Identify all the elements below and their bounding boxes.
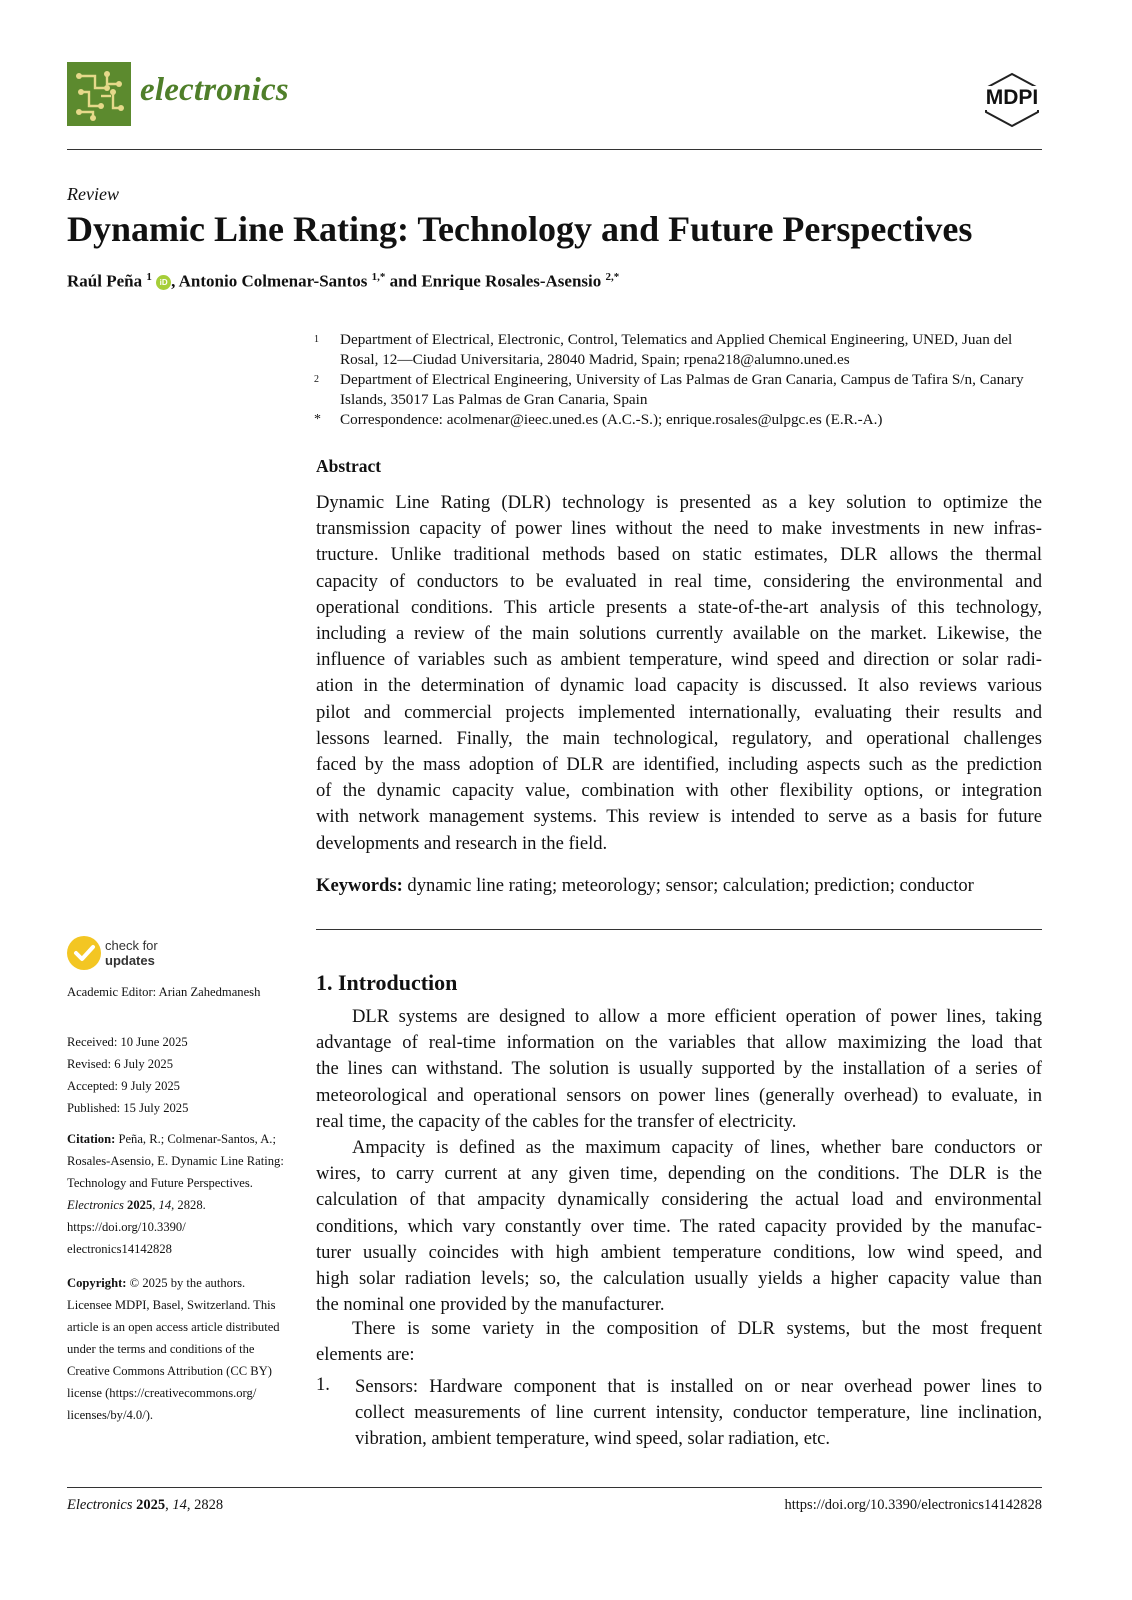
copyright-notice: Copyright: © 2025 by the authors. Licensee MDPI, Basel, Switzerland. This article is an open access article distributed under the terms and conditions of the Creative Commons Attribution (CC BY) license (https://creativecommons.org/ licenses/by/4.0/). <box>67 1276 280 1422</box>
article-title: Dynamic Line Rating: Technology and Future Perspectives <box>67 209 973 249</box>
keywords-list: dynamic line rating; meteorology; sensor; calculation; prediction; conductor <box>407 875 974 896</box>
journal-name: electronics <box>140 72 289 108</box>
correspondence: * Correspondence: acolmenar@ieec.uned.es (A.C.-S.); enrique.rosales@ulpgc.es (E.R.-A.) <box>314 411 883 428</box>
author-name[interactable]: Enrique Rosales-Asensio <box>421 271 602 291</box>
intro-paragraph-1: DLR systems are designed to allow a more efficient operation of power lines, taking advantage of real-time information on the variables that allow maximizing the load that the lines can withstand. The solution is usually supported by the installation of a series of meteorological and operational sensors on power lines (generally overhead) to evaluate, in real time, the capacity of the cables for the transfer of electricity. <box>316 1006 1042 1132</box>
intro-paragraph-3: There is some variety in the composition of DLR systems, but the most frequent elements are: <box>316 1318 1042 1366</box>
orcid-icon[interactable]: iD <box>156 275 171 290</box>
affiliation-1: 1 Department of Electrical, Electronic, Control, Telematics and Applied Chemical Engineering, UNED, Juan del Rosal, 12—Ciudad Universitaria, 28040 Madrid, Spain; rpena218@alumno.uned.es <box>314 331 1013 368</box>
author-name[interactable]: Raúl Peña <box>67 271 143 291</box>
citation: Citation: Peña, R.; Colmenar-Santos, A.; Rosales-Asensio, E. Dynamic Line Rating: Technology and Future Perspectives. Electronics 2025, 14, 2828. https://doi.org/10.3390/ electronics14142828 <box>67 1132 284 1256</box>
published-date: Published: 15 July 2025 <box>67 1101 189 1115</box>
mdpi-logo <box>982 72 1042 128</box>
footer-doi-link[interactable]: https://doi.org/10.3390/electronics14142828 <box>784 1497 1042 1513</box>
article-type: Review <box>67 184 119 204</box>
abstract-rule <box>316 929 1042 930</box>
journal-logo <box>67 62 131 126</box>
section-heading: 1. Introduction <box>316 970 458 995</box>
author-list: Raúl Peña $^1$ iD , Antonio Colmenar-Santos $^{1,*}$ and Enrique Rosales-Asensio $^{2,*}$ <box>67 271 620 291</box>
header-rule <box>67 149 1042 150</box>
keywords <box>316 875 1042 897</box>
intro-paragraph-2: Ampacity is defined as the maximum capacity of lines, whether bare conductors or wires, to carry current at any given time, depending on the conditions. The DLR is the calculation of that ampacity dynamically considering the actual load and environmental conditions, which vary constantly over time. The rated capacity provided by the manufac- turer usually coincides with high ambient temperature conditions, low wind speed, and high solar radiation levels; so, the calculation usually yields a higher capacity value than the nominal one provided by the manufacturer. <box>316 1137 1042 1316</box>
received-date: Received: 10 June 2025 <box>67 1035 188 1049</box>
footer-citation: Electronics 2025, 14, 2828 <box>67 1497 224 1513</box>
list-number: 1. <box>316 1374 330 1395</box>
academic-editor: Academic Editor: Arian Zahedmanesh <box>67 985 261 999</box>
author-affiliation-mark: 1,* <box>371 271 386 283</box>
mdpi-logo-text: MDPI <box>978 86 1046 110</box>
check-icon <box>67 936 101 970</box>
circuit-icon <box>67 62 131 126</box>
abstract-heading: Abstract <box>316 456 382 476</box>
citation-doi-link[interactable]: , 2828. https://doi.org/10.3390/ electronics14142828 <box>67 1198 206 1256</box>
check-for-updates-button[interactable]: check for updates <box>67 936 187 974</box>
accepted-date: Accepted: 9 July 2025 <box>67 1079 180 1093</box>
footer-rule <box>67 1487 1042 1488</box>
revised-date: Revised: 6 July 2025 <box>67 1057 173 1071</box>
affiliation-2: 2 Department of Electrical Engineering, University of Las Palmas de Gran Canaria, Campus de Tafira S/n, Canary Islands, 35017 Las Palmas de Gran Canaria, Spain <box>314 371 1024 408</box>
author-name[interactable]: Antonio Colmenar-Santos <box>178 271 368 291</box>
keywords-label: Keywords: <box>316 875 403 896</box>
author-affiliation-mark: 2,* <box>605 271 620 283</box>
list-item: Sensors: Hardware component that is installed on or near overhead power lines to collect measurements of line current intensity, conductor temperature, line inclination, vibration, ambient temperature, wind speed, solar radiation, etc. <box>355 1376 1042 1450</box>
author-affiliation-mark: 1 <box>146 271 152 283</box>
abstract-text: Dynamic Line Rating (DLR) technology is presented as a key solution to optimize the transmission capacity of power lines without the need to make investments in new infras- tructure. Unlike traditional methods based on static estimates, DLR allows the thermal capacity of conductors to be evaluated in real time, considering the environmental and operational conditions. This article presents a state-of-the-art analysis of this technology, including a review of the main solutions currently available on the market. Likewise, the influence of variables such as ambient temperature, wind speed and direction or solar radi- ation in the determination of dynamic load capacity is discussed. It also reviews various pilot and commercial projects implemented internationally, evaluating their results and lessons learned. Finally, the main technological, regulatory, and operational challenges faced by the mass adoption of DLR are identified, including aspects such as the prediction of the dynamic capacity value, combination with other flexibility options, or integration with network management systems. This review is intended to serve as a basis for future developments and research in the field. <box>316 492 1042 854</box>
